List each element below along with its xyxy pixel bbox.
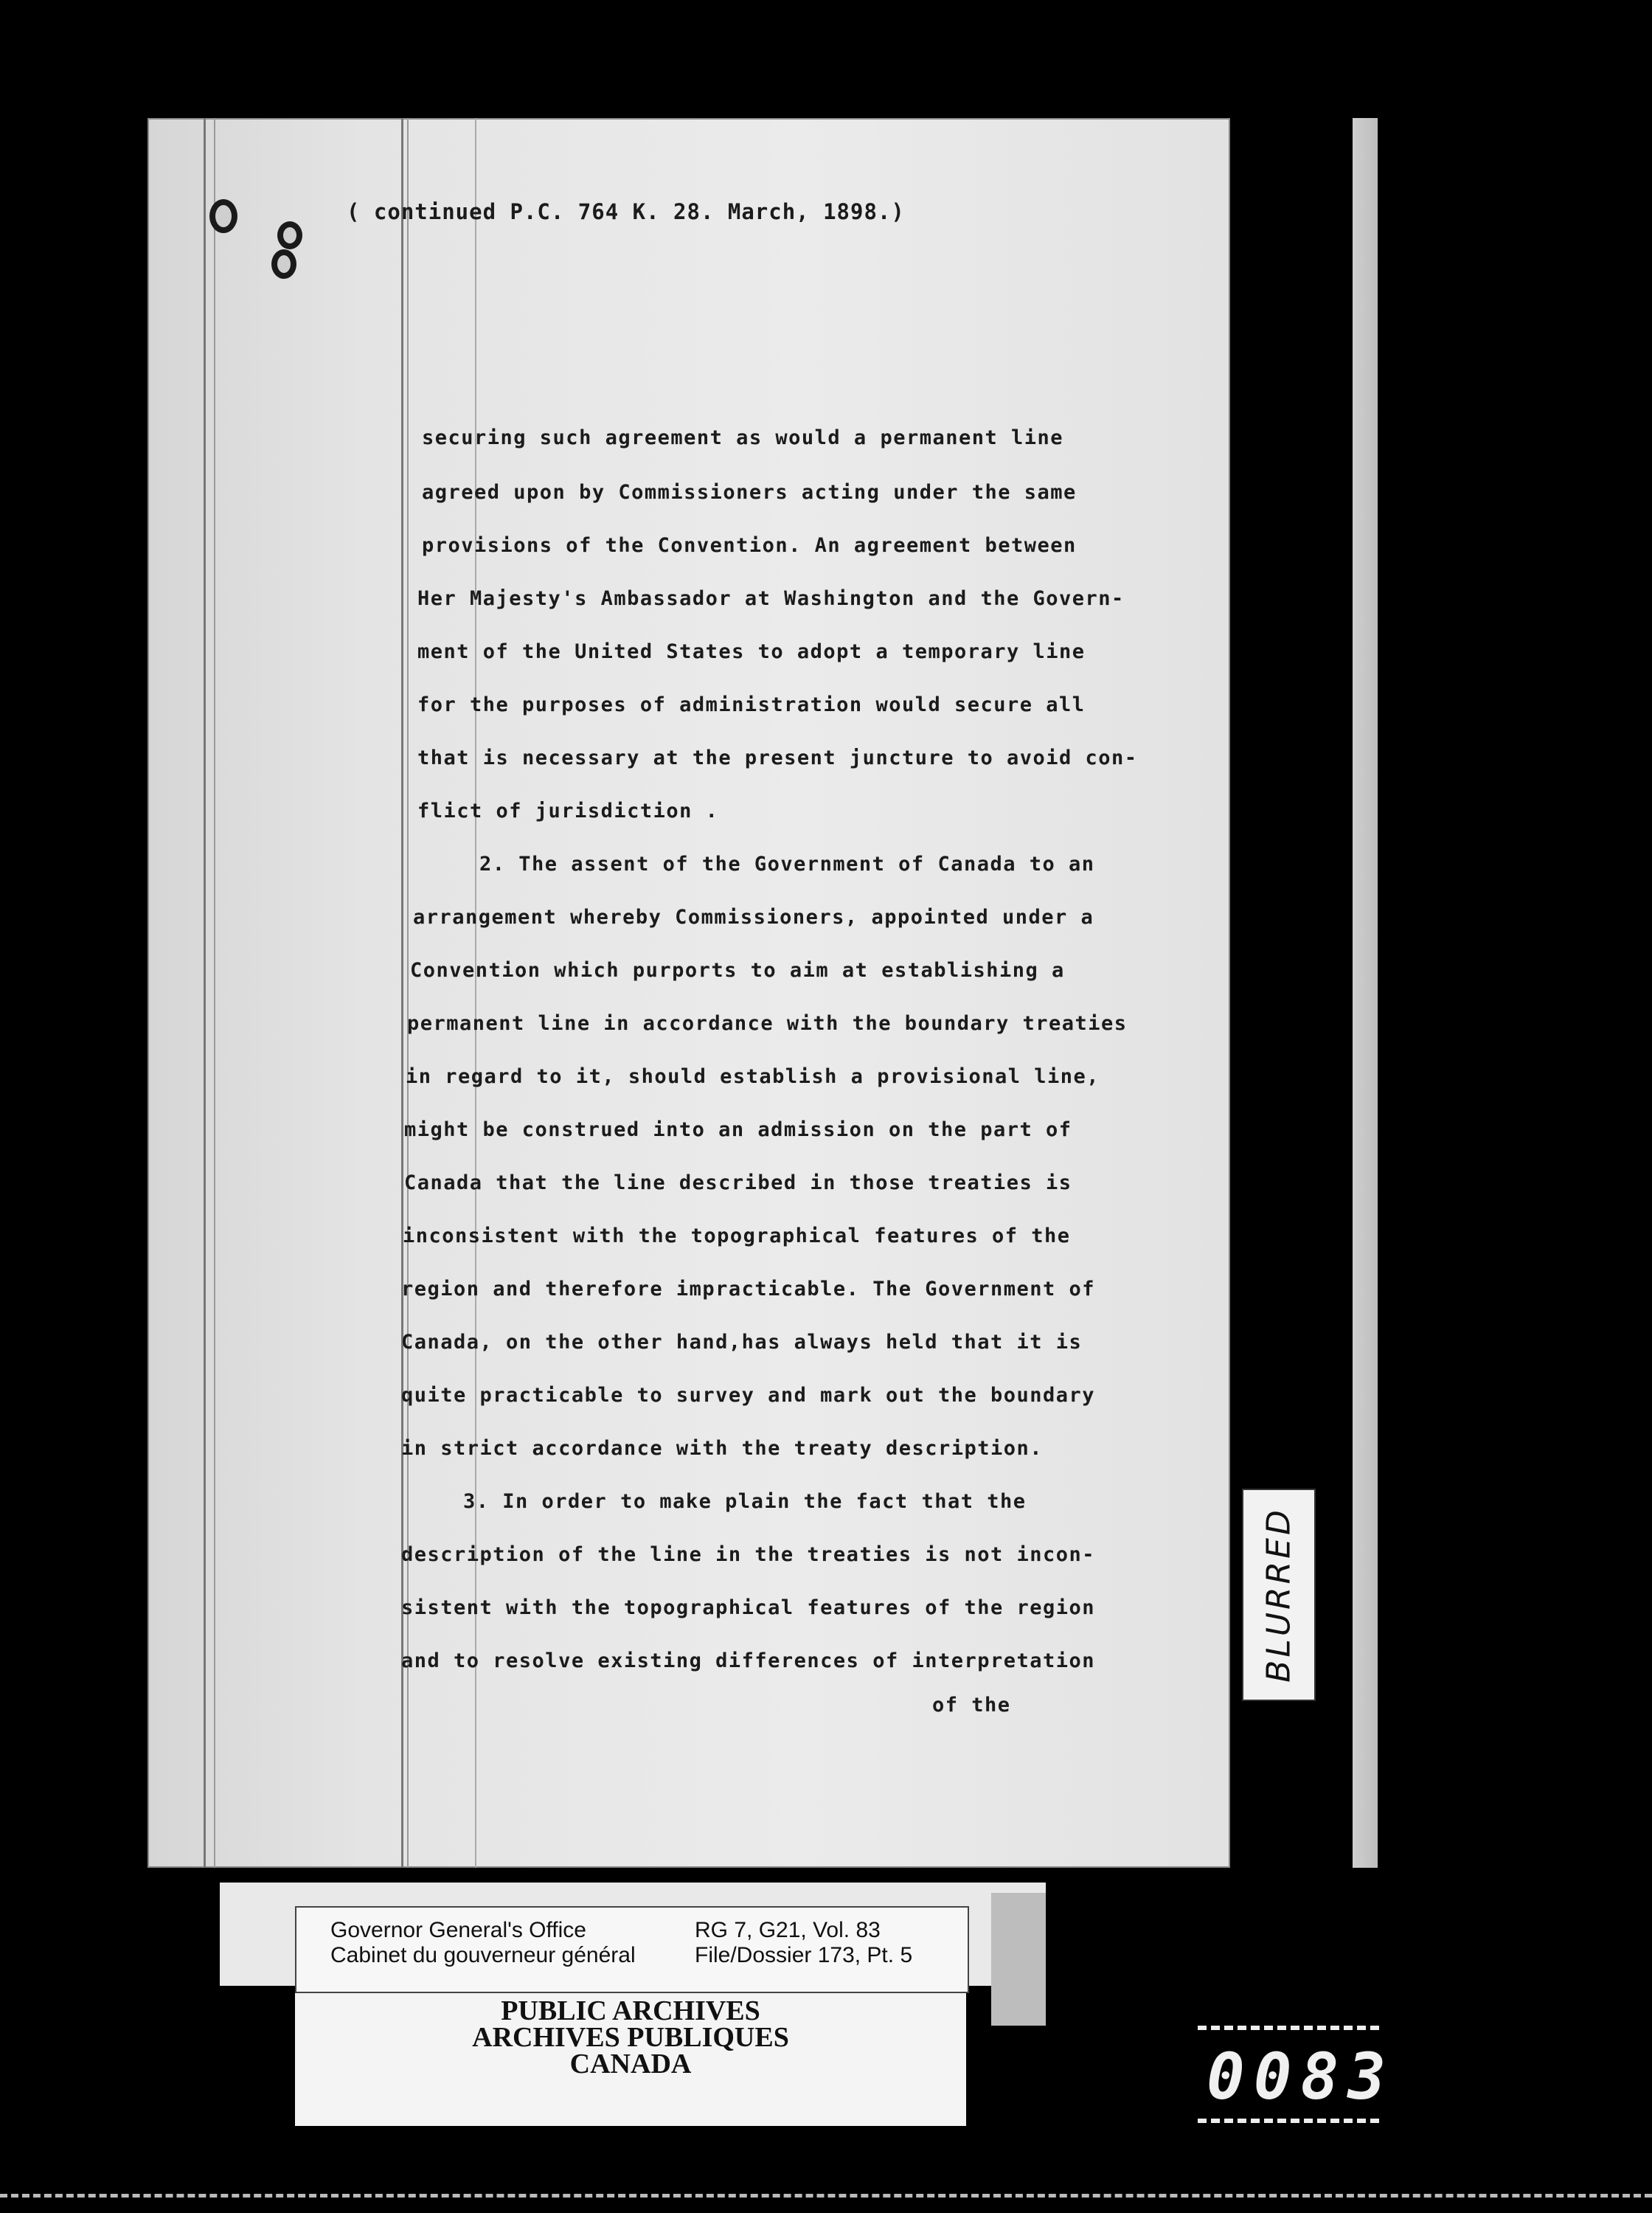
- document-line: agreed upon by Commissioners acting under the same: [422, 481, 1077, 504]
- document-line: flict of jurisdiction .: [417, 800, 719, 822]
- document-line: for the purposes of administration would secure all: [417, 693, 1086, 716]
- record-group: RG 7, G21, Vol. 83: [695, 1918, 881, 1942]
- margin-rule: [214, 118, 215, 1868]
- office-name: [330, 1918, 636, 1968]
- document-line: securing such agreement as would a permanent line: [422, 426, 1064, 449]
- document-line: permanent line in accordance with the boundary treaties: [407, 1012, 1128, 1035]
- document-line: Convention which purports to aim at establishing a: [410, 959, 1065, 982]
- document-line: sistent with the topographical features of the region: [401, 1596, 1096, 1619]
- document-line: 3. In order to make plain the fact that the: [463, 1490, 1027, 1513]
- archive-strip-side: [991, 1893, 1046, 2026]
- document-line: in strict accordance with the treaty description.: [401, 1437, 1044, 1460]
- frame-number-text: 0083: [1207, 2040, 1395, 2114]
- archives-name-en: PUBLIC ARCHIVES: [501, 1995, 760, 2026]
- document-line: region and therefore impracticable. The Government of: [401, 1278, 1096, 1301]
- document-line: arrangement whereby Commissioners, appointed under a: [413, 906, 1094, 929]
- frame-number: [1198, 2026, 1395, 2123]
- punch-hole: [209, 199, 237, 233]
- punch-hole: [271, 249, 296, 279]
- film-edge: [0, 2194, 1652, 2205]
- archives-country: CANADA: [569, 2049, 692, 2079]
- document-line: description of the line in the treaties is not incon-: [401, 1543, 1096, 1566]
- file-reference: [695, 1918, 912, 1968]
- document-header: ( continued P.C. 764 K. 28. March, 1898.): [347, 199, 905, 224]
- document-line: might be construed into an admission on the part of: [404, 1118, 1072, 1141]
- office-name-fr: Cabinet du gouverneur général: [330, 1943, 636, 1967]
- document-line: that is necessary at the present juncture to avoid con-: [417, 747, 1138, 769]
- document-line: 2. The assent of the Government of Canada to an: [479, 853, 1095, 876]
- page-edge: [1353, 118, 1378, 1868]
- punch-hole: [277, 221, 302, 249]
- archives-name-fr: ARCHIVES PUBLIQUES: [472, 2022, 789, 2053]
- document-line: of the: [932, 1694, 1011, 1717]
- reference-label: [295, 1906, 969, 1993]
- blurred-stamp: [1242, 1489, 1316, 1701]
- file-number: File/Dossier 173, Pt. 5: [695, 1943, 913, 1967]
- document-line: Her Majesty's Ambassador at Washington and the Govern-: [417, 587, 1125, 610]
- document-line: quite practicable to survey and mark out the boundary: [401, 1384, 1096, 1407]
- office-name-en: Governor General's Office: [330, 1918, 586, 1942]
- document-line: in regard to it, should establish a provisional line,: [406, 1065, 1100, 1088]
- archives-card: [295, 1993, 966, 2126]
- document-line: ment of the United States to adopt a temporary line: [417, 640, 1086, 663]
- document-line: Canada, on the other hand,has always held that it is: [401, 1331, 1083, 1354]
- document-line: provisions of the Convention. An agreement between: [422, 534, 1077, 557]
- document-line: and to resolve existing differences of interpretation: [401, 1649, 1096, 1672]
- document-line: Canada that the line described in those treaties is: [404, 1171, 1072, 1194]
- margin-rule: [204, 118, 206, 1868]
- document-line: inconsistent with the topographical features of the: [403, 1225, 1071, 1247]
- stamp-text: BLURRED: [1260, 1507, 1298, 1683]
